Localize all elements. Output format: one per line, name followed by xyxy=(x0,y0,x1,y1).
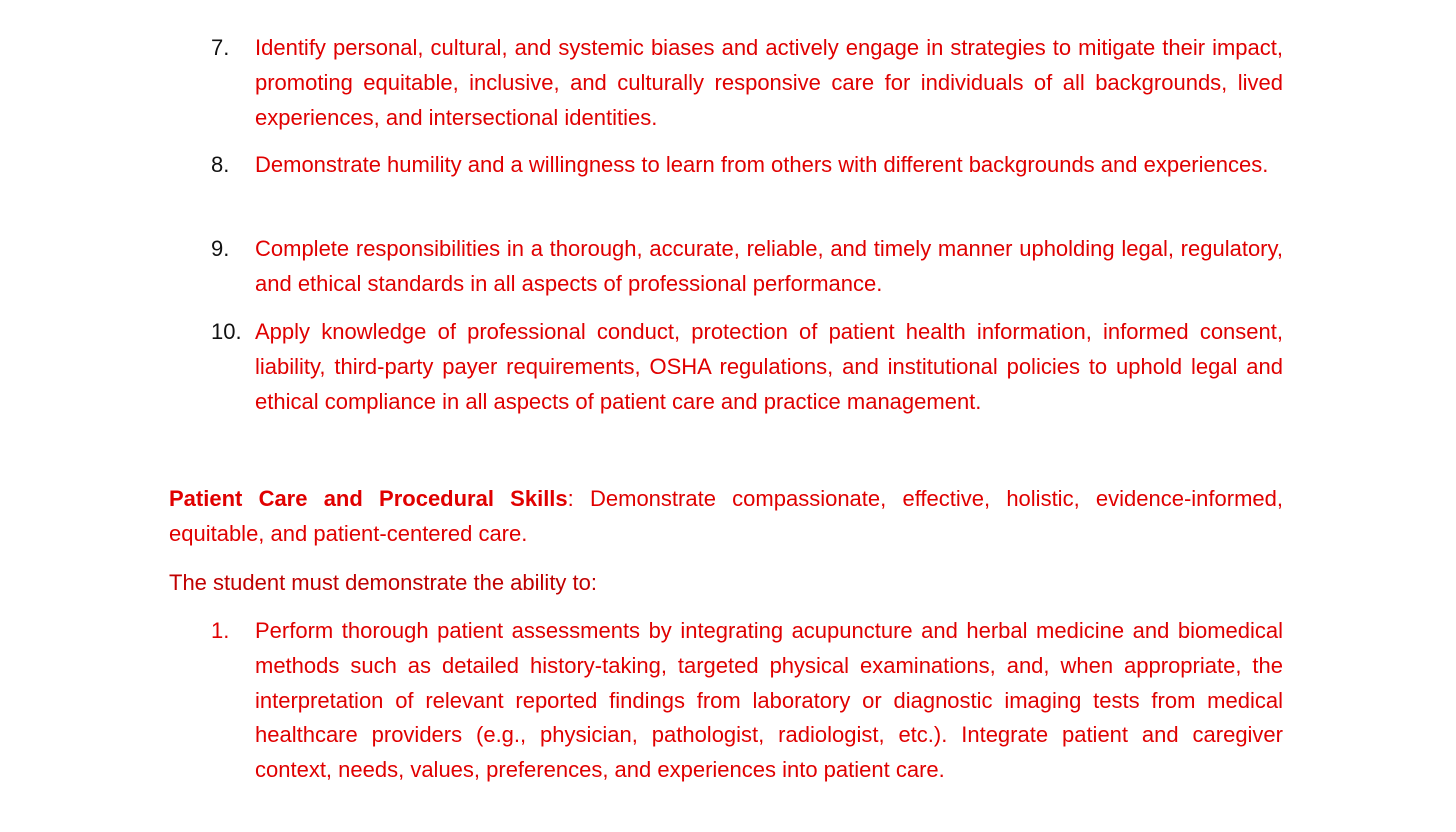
section-intro: The student must demonstrate the ability to: xyxy=(169,570,598,595)
list-item-1 xyxy=(169,614,1283,788)
list-item-10 xyxy=(169,315,1283,419)
list-item-text: Demonstrate humility and a willingness to learn from others with different backgrounds and experiences. xyxy=(255,152,1269,177)
list-item-text: Complete responsibilities in a thorough, accurate, reliable, and timely manner upholding legal, regulatory, and ethical standards in all aspects of professional performance. xyxy=(255,236,1283,296)
list-item-text: Apply knowledge of professional conduct, protection of patient health information, informed consent, liability, third-party payer requirements, OSHA regulations, and institutional policies to uphold legal and ethical compliance in all aspects of patient care and practice management. xyxy=(255,319,1283,414)
section-description: : Demonstrate compassionate, effective, holistic, evidence-informed, equitable, and patient-centered care. xyxy=(169,486,1283,546)
section-heading: Patient Care and Procedural Skills xyxy=(169,486,568,511)
list-number: 1. xyxy=(211,618,230,643)
list-number: 7. xyxy=(211,35,230,60)
list-item-text: Perform thorough patient assessments by integrating acupuncture and herbal medicine and biomedical methods such as detailed history-taking, targeted physical examinations, and, when appropriate, the interpretation of relevant reported findings from laboratory or diagnostic imaging tests from medical healthcare providers (e.g., physician, pathologist, radiologist, etc.). Integrate patient and caregiver context, needs, values, preferences, and experiences into patient care. xyxy=(255,618,1283,783)
section-header-paragraph xyxy=(169,482,1283,552)
list-item-7 xyxy=(169,31,1283,135)
list-number: 8. xyxy=(211,152,230,177)
list-item-text: Identify personal, cultural, and systemic biases and actively engage in strategies to mitigate their impact, promoting equitable, inclusive, and culturally responsive care for individuals of all backgrounds, lived experiences, and intersectional identities. xyxy=(255,35,1283,130)
list-item-9 xyxy=(169,232,1283,302)
list-number: 10. xyxy=(211,319,242,344)
list-number: 9. xyxy=(211,236,230,261)
list-item-8 xyxy=(169,148,1283,183)
